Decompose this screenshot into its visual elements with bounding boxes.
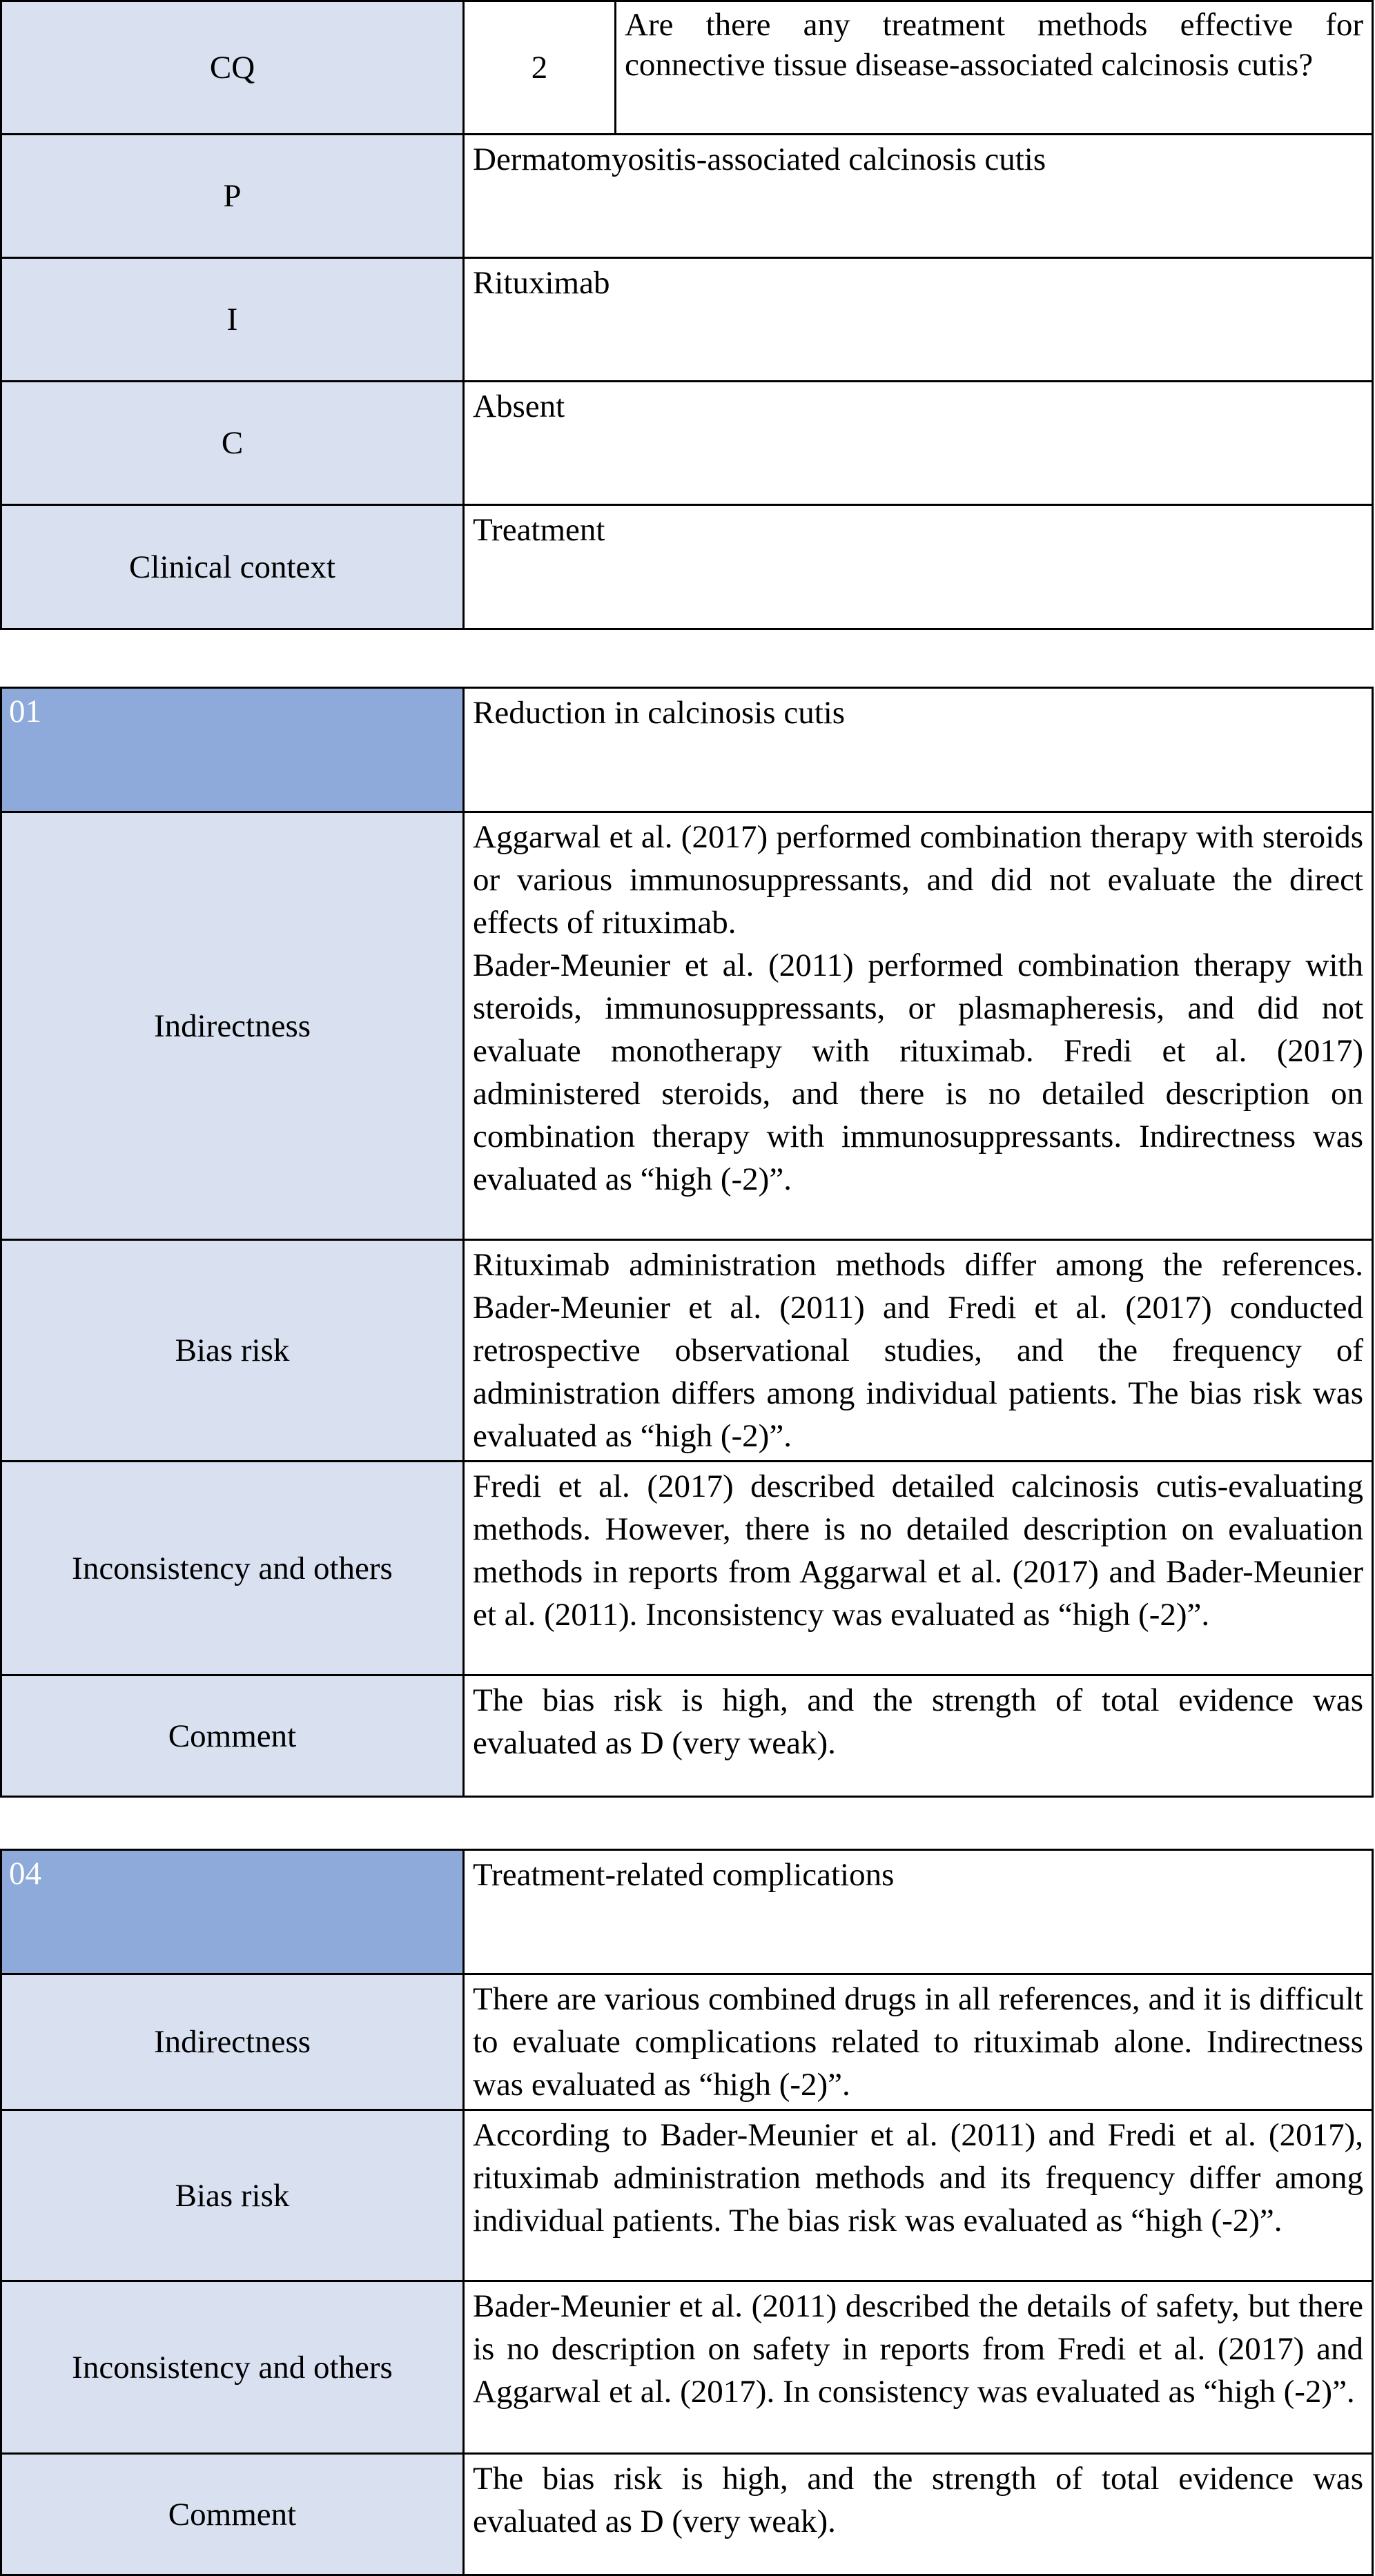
inconsistency-text: Bader-Meunier et al. (2011) described the details of safety, but there is no description on safety in reports from Fredi et al. (2017) and Aggarwal et al. (2017). In consistency was evaluated as “high (-2)”. xyxy=(464,2281,1373,2454)
outcome-04-comment-row xyxy=(1,2454,1373,2575)
comment-label: Comment xyxy=(1,1675,464,1797)
cq-label: CQ xyxy=(1,1,464,135)
c-value: Absent xyxy=(464,382,1373,505)
bias-risk-text: Rituximab administration methods differ among the references. Bader-Meunier et al. (2011) and Fredi et al. (2017) conducted retrospective observational studies, and the frequency of administration differs among individual patients. The bias risk was evaluated as “high (-2)”. xyxy=(464,1240,1373,1462)
bias-risk-text: According to Bader-Meunier et al. (2011) and Fredi et al. (2017), rituximab administration methods and its frequency differ among individual patients. The bias risk was evaluated as “high (-2)”. xyxy=(464,2110,1373,2281)
indirectness-paragraph: Aggarwal et al. (2017) performed combination therapy with steroids or various immunosuppressants, and did not evaluate the direct effects of rituximab. xyxy=(473,819,1363,941)
indirectness-text: There are various combined drugs in all references, and it is difficult to evaluate complications related to rituximab alone. Indirectness was evaluated as “high (-2)”. xyxy=(464,1974,1373,2110)
outcome-04-header-row xyxy=(1,1850,1373,1974)
inconsistency-label: Inconsistency and others xyxy=(1,1462,464,1675)
clinical-context-label: Clinical context xyxy=(1,505,464,629)
pico-row-clinical-context xyxy=(1,505,1373,629)
comment-label: Comment xyxy=(1,2454,464,2575)
outcome-04-table xyxy=(0,1849,1374,2576)
indirectness-label: Indirectness xyxy=(1,812,464,1240)
inconsistency-label: Inconsistency and others xyxy=(1,2281,464,2454)
outcome-01-table xyxy=(0,687,1374,1798)
c-label: C xyxy=(1,382,464,505)
bias-risk-label: Bias risk xyxy=(1,2110,464,2281)
comment-text: The bias risk is high, and the strength of total evidence was evaluated as D (very weak). xyxy=(464,2454,1373,2575)
outcome-01-inconsistency-row xyxy=(1,1462,1373,1675)
pico-row-p xyxy=(1,135,1373,258)
outcome-01-bias-risk-row xyxy=(1,1240,1373,1462)
outcome-04-id: 04 xyxy=(1,1850,464,1974)
outcome-04-indirectness-row xyxy=(1,1974,1373,2110)
clinical-context-value: Treatment xyxy=(464,505,1373,629)
cq-question: Are there any treatment methods effective for connective tissue disease-associated calcinosis cutis? xyxy=(616,1,1373,135)
i-value: Rituximab xyxy=(464,258,1373,382)
indirectness-label: Indirectness xyxy=(1,1974,464,2110)
i-label: I xyxy=(1,258,464,382)
cq-row xyxy=(1,1,1373,135)
bias-risk-label: Bias risk xyxy=(1,1240,464,1462)
outcome-04-inconsistency-row xyxy=(1,2281,1373,2454)
pico-row-i xyxy=(1,258,1373,382)
p-label: P xyxy=(1,135,464,258)
outcome-01-comment-row xyxy=(1,1675,1373,1797)
indirectness-text xyxy=(464,812,1373,1240)
outcome-01-header-row xyxy=(1,688,1373,812)
outcome-04-title: Treatment-related complications xyxy=(464,1850,1373,1974)
cq-pico-table xyxy=(0,0,1374,630)
cq-number: 2 xyxy=(464,1,616,135)
outcome-01-title: Reduction in calcinosis cutis xyxy=(464,688,1373,812)
pico-row-c xyxy=(1,382,1373,505)
comment-text: The bias risk is high, and the strength of total evidence was evaluated as D (very weak). xyxy=(464,1675,1373,1797)
outcome-01-id: 01 xyxy=(1,688,464,812)
outcome-04-bias-risk-row xyxy=(1,2110,1373,2281)
outcome-01-indirectness-row xyxy=(1,812,1373,1240)
p-value: Dermatomyositis-associated calcinosis cutis xyxy=(464,135,1373,258)
inconsistency-text: Fredi et al. (2017) described detailed calcinosis cutis-evaluating methods. However, there is no detailed description on evaluation methods in reports from Aggarwal et al. (2017) and Bader-Meunier et al. (2011). Inconsistency was evaluated as “high (-2)”. xyxy=(464,1462,1373,1675)
indirectness-paragraph: Bader-Meunier et al. (2011) performed combination therapy with steroids, immunosuppressants, or plasmapheresis, and did not evaluate monotherapy with rituximab. Fredi et al. (2017) administered steroids, and there is no detailed description on combination therapy with immunosuppressants. Indirectness was evaluated as “high (-2)”. xyxy=(473,947,1363,1197)
